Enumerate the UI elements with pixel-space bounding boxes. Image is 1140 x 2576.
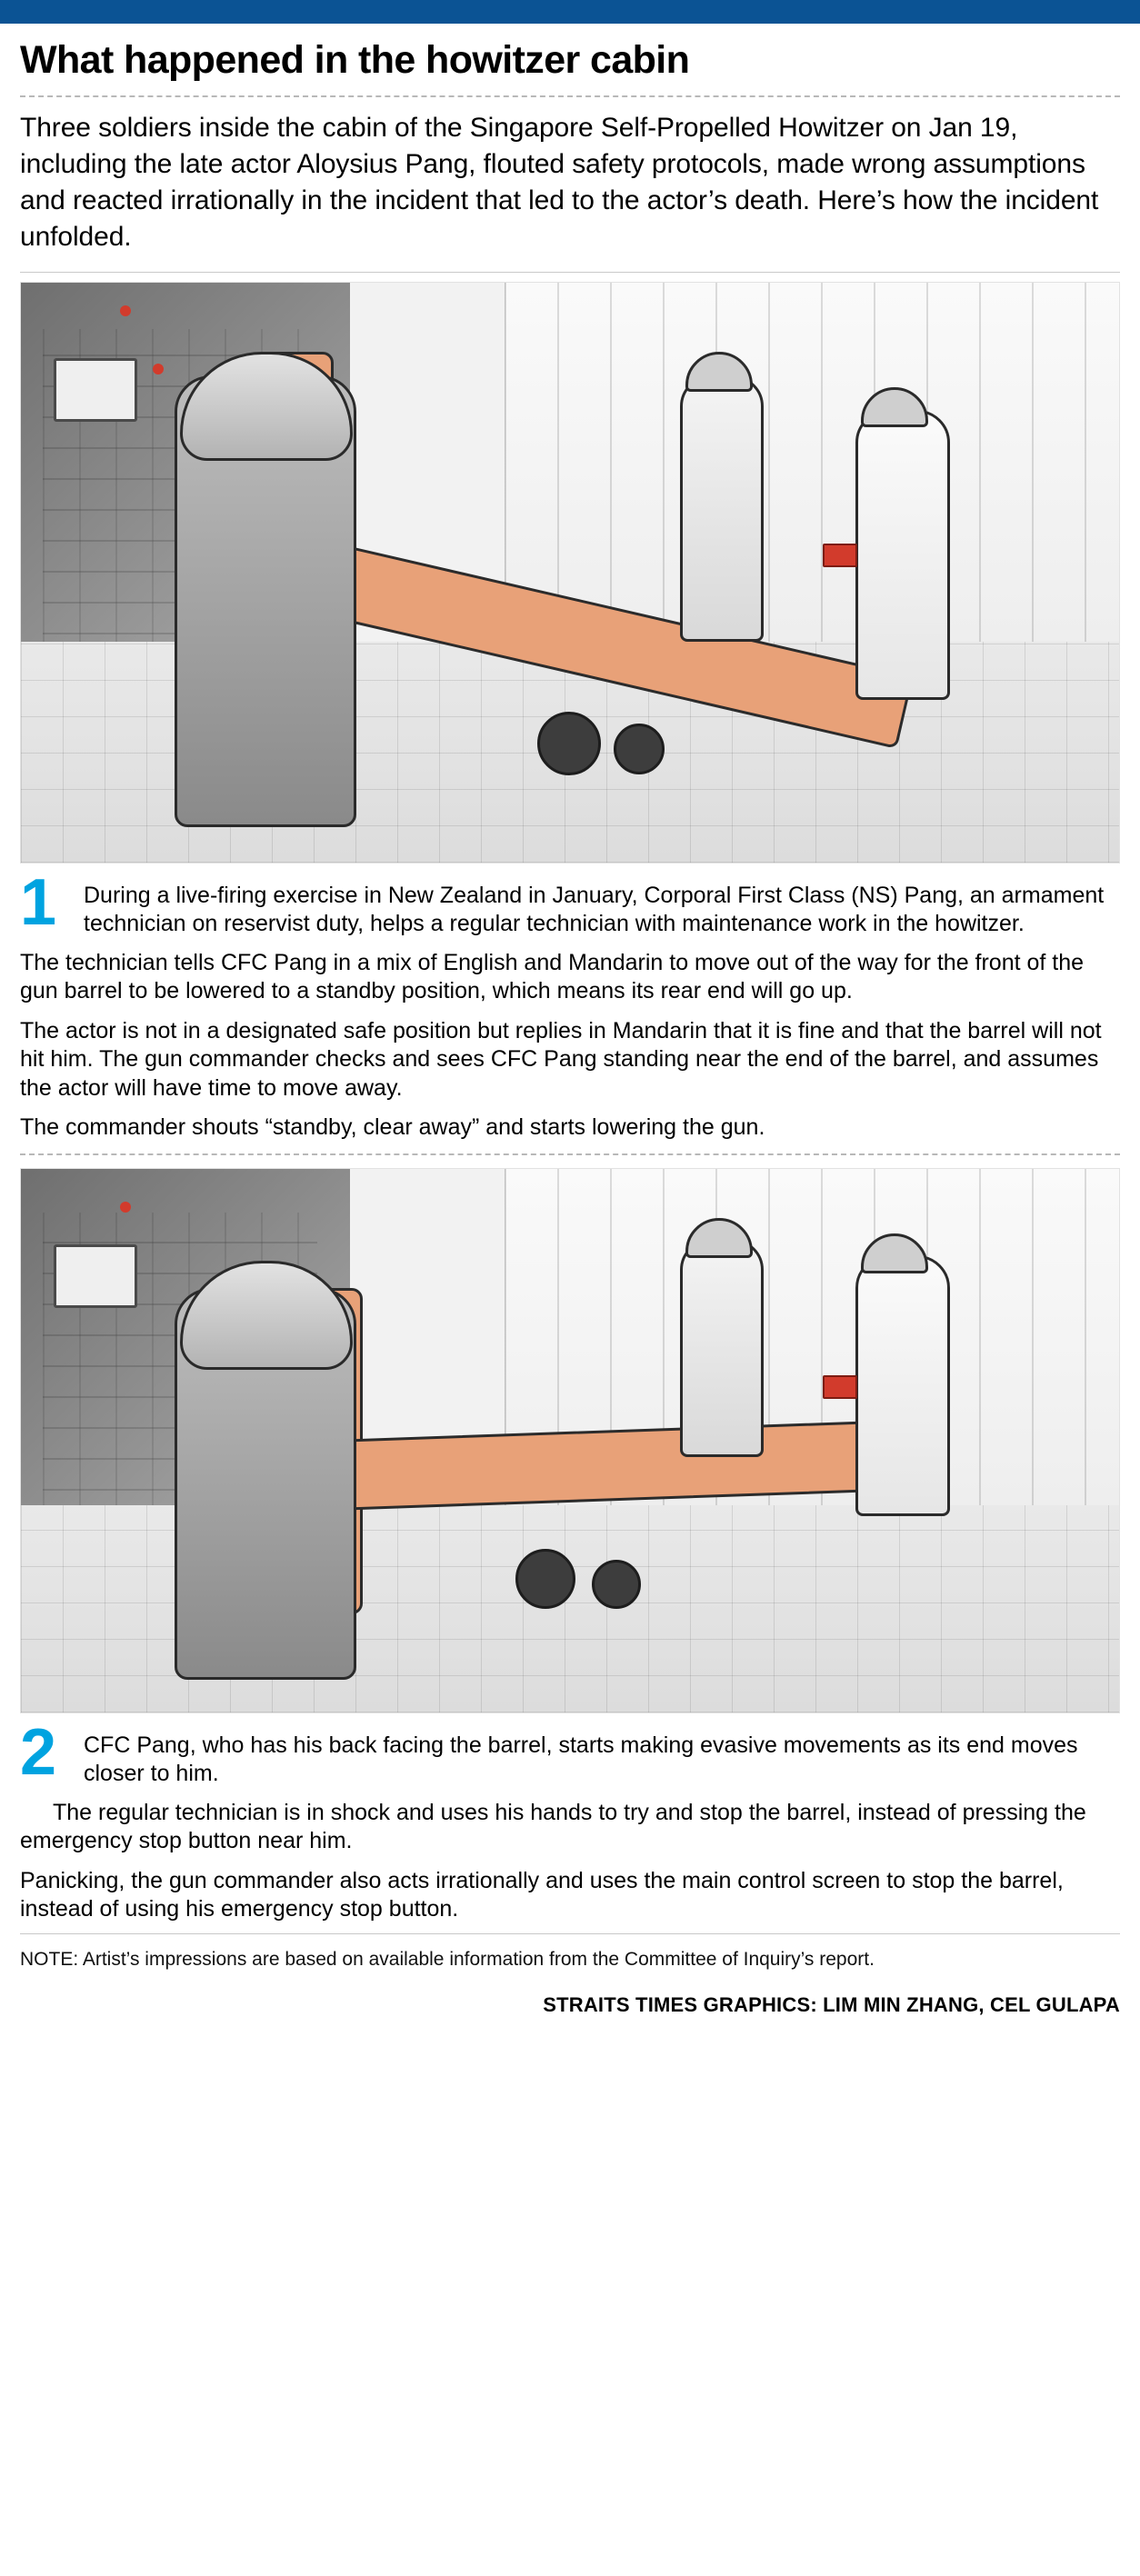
standfirst-text: Three soldiers inside the cabin of the Singapore Self-Propelled Howitzer on Jan 19, including the late actor Aloysius Pang, flouted safety protocols, made wrong assumptions and reacted irrationally in the incident that led to the actor’s death. Here’s how the incident unfolded. [20, 113, 1099, 252]
emergency-stop-button-icon [823, 1375, 857, 1399]
soldier-gun-commander [855, 1255, 950, 1516]
barrel-support-wheel-icon [515, 1549, 575, 1609]
divider-top [20, 95, 1120, 97]
step-lead-text: CFC Pang, who has his back facing the barrel, starts making evasive movements as its end moves closer to him. [84, 1732, 1078, 1786]
divider-above-note [20, 1933, 1120, 1934]
top-brand-bar [0, 0, 1140, 24]
step-number: 1 [20, 865, 57, 939]
step-1 [20, 865, 1120, 939]
divider-between-steps [20, 1153, 1120, 1155]
page-title: What happened in the howitzer cabin [20, 38, 690, 82]
divider-above-illustration-1 [20, 272, 1120, 273]
step-2-paragraph-2: Panicking, the gun commander also acts irrationally and uses the main control screen to stop the barrel, instead of using his emergency stop button. [20, 1867, 1064, 1922]
emergency-stop-button-icon [823, 544, 857, 567]
soldier-technician [680, 375, 764, 642]
step-lead-text: During a live-firing exercise in New Zealand in January, Corporal First Class (NS) Pang, an armament technician on reservist duty, helps a regular technician with maintenance work in the howitzer. [84, 882, 1105, 936]
note-text: NOTE: Artist’s impressions are based on available information from the Committee of Inquiry’s report. [20, 1948, 875, 1970]
step-1-paragraph-3: The commander shouts “standby, clear away” and starts lowering the gun. [20, 1114, 765, 1141]
indicator-light-icon [153, 364, 164, 374]
illustration-step-1 [20, 282, 1120, 864]
soldier-gun-commander [855, 410, 950, 700]
barrel-support-wheel-icon [537, 712, 601, 775]
indicator-light-icon [120, 1202, 131, 1213]
indicator-light-icon [120, 305, 131, 316]
step-1-paragraph-1: The technician tells CFC Pang in a mix of English and Mandarin to move out of the way for the front of the gun barrel to be lowered to a standby position, which means its rear end will go up. [20, 949, 1085, 1004]
illustration-step-2 [20, 1168, 1120, 1713]
main-control-screen-icon [54, 1244, 137, 1308]
barrel-support-wheel-icon [614, 724, 665, 774]
soldier-technician [680, 1239, 764, 1456]
step-number: 2 [20, 1715, 57, 1789]
control-screen-icon [54, 358, 137, 422]
step-2-paragraph-1: The regular technician is in shock and uses his hands to try and stop the barrel, instead of pressing the emergency stop button near him. [20, 1799, 1086, 1854]
step-1-paragraph-2: The actor is not in a designated safe position but replies in Mandarin that it is fine and that the barrel will not hit him. The gun commander checks and sees CFC Pang standing near the end of the barrel, and assumes the actor will have time to move away. [20, 1017, 1102, 1101]
step-2 [20, 1715, 1120, 1789]
credit-line: STRAITS TIMES GRAPHICS: LIM MIN ZHANG, CEL GULAPA [543, 1993, 1120, 2016]
